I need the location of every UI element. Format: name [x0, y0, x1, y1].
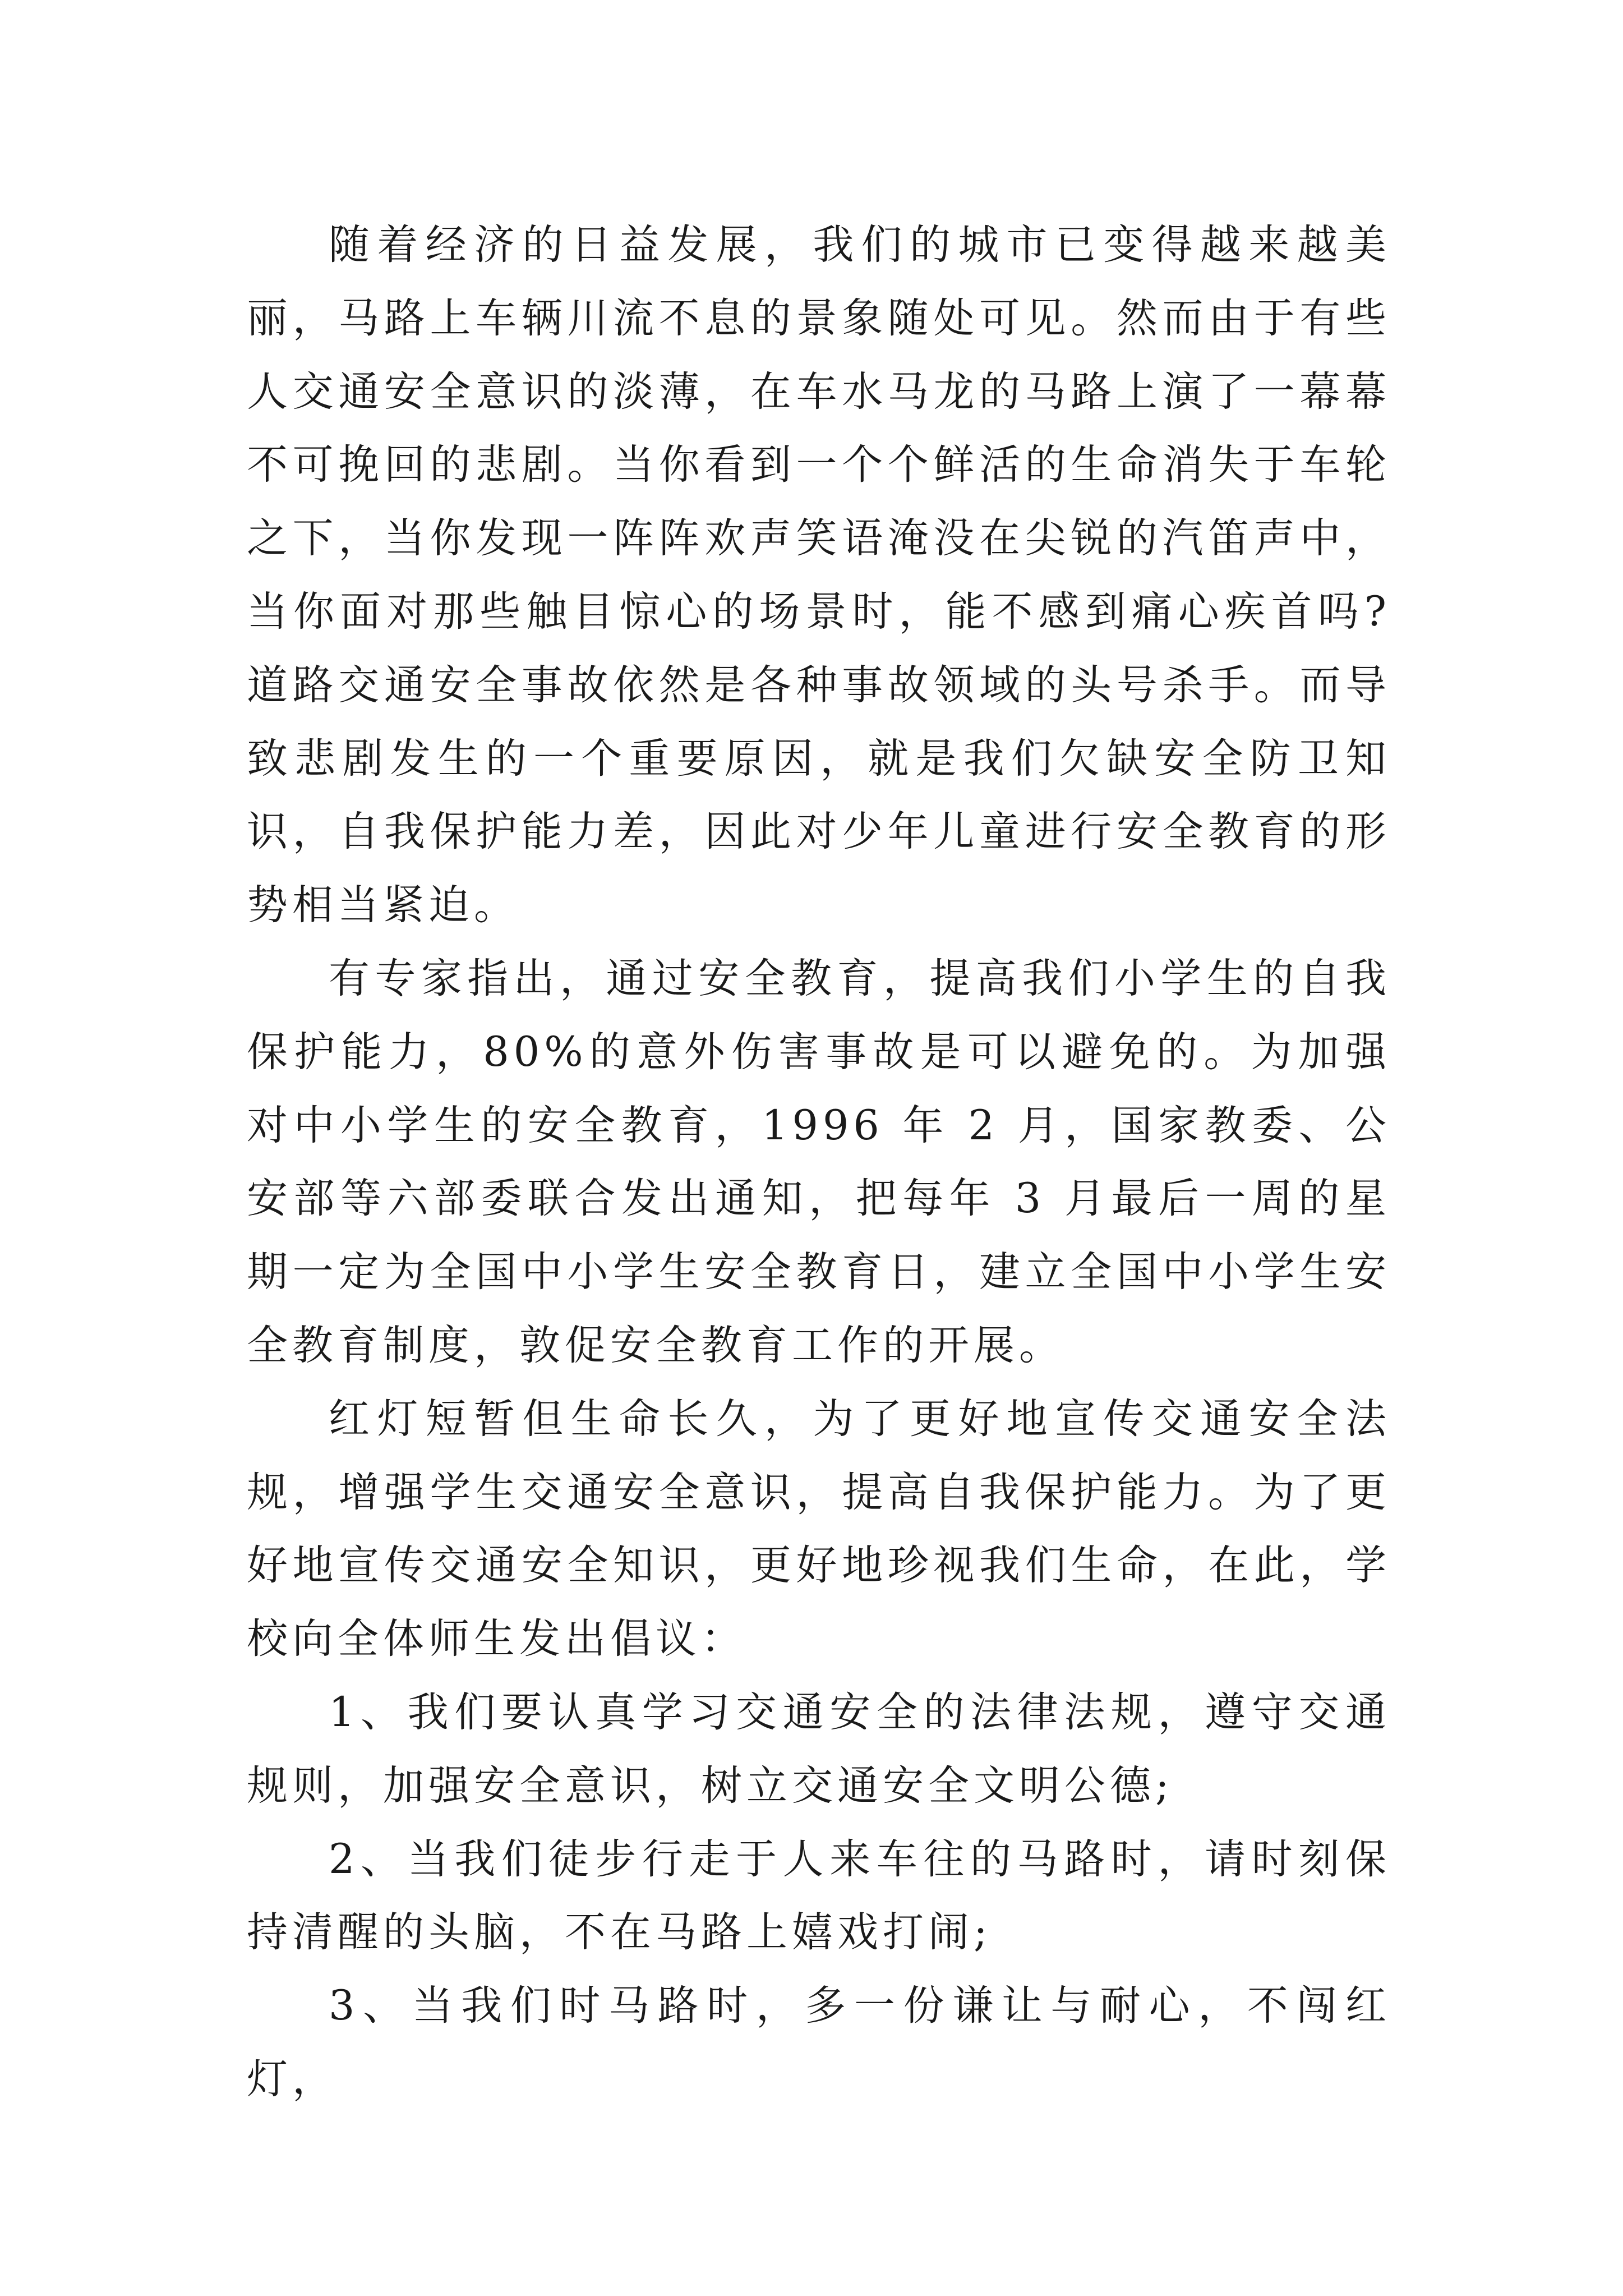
paragraph-red-light-proposal: 红灯短暂但生命长久，为了更好地宣传交通安全法规，增强学生交通安全意识，提高自我保护能力。为了更好地宣传交通安全知识，更好地珍视我们生命，在此，学校向全体师生发出倡议：	[247, 1395, 1391, 1663]
paragraph-economic-development: 随着经济的日益发展，我们的城市已变得越来越美丽，马路上车辆川流不息的景象随处可见。然而由于有些人交通安全意识的淡薄，在车水马龙的马路上演了一幕幕不可挽回的悲剧。当你看到一个个鲜活的生命消失于车轮之下，当你发现一阵阵欢声笑语淹没在尖锐的汽笛声中，当你面对那些触目惊心的场景时，能不感到痛心疾首吗?道路交通安全事故依然是各种事故领域的头号杀手。而导致悲剧发生的一个重要原因，就是我们欠缺安全防卫知识，自我保护能力差，因此对少年儿童进行安全教育的形势相当紧迫。	[247, 221, 1391, 930]
proposal-item-2: 2、当我们徒步行走于人来车往的马路时，请时刻保持清醒的头脑，不在马路上嬉戏打闹;	[247, 1835, 1391, 1957]
proposal-item-3: 3、当我们时马路时，多一份谦让与耐心，不闯红灯，	[247, 1982, 1391, 2103]
document-body	[247, 209, 1391, 2116]
proposal-item-1: 1、我们要认真学习交通安全的法律法规，遵守交通规则，加强安全意识，树立交通安全文明公德;	[247, 1688, 1391, 1810]
paragraph-expert-safety-education: 有专家指出，通过安全教育，提高我们小学生的自我保护能力，80%的意外伤害事故是可以避免的。为加强对中小学生的安全教育，1996 年 2 月，国家教委、公安部等六部委联合发出通知，把每年 3 月最后一周的星期一定为全国中小学生安全教育日，建立全国中小学生安全教育制度，敦促安全教育工作的开展。	[247, 954, 1391, 1369]
